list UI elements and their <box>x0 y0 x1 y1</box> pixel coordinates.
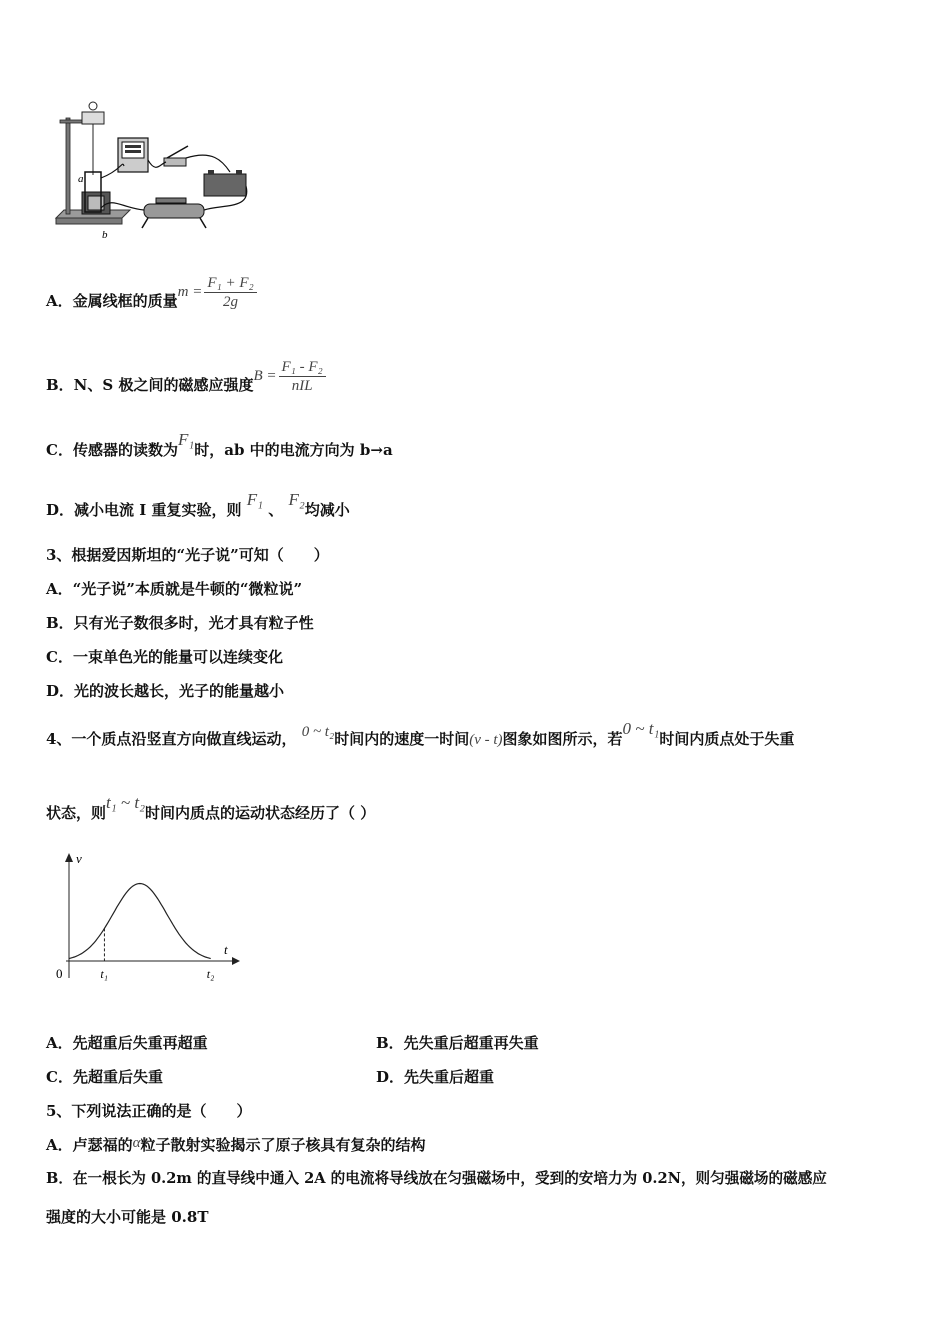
v-t-curve <box>69 884 211 959</box>
q2-a-formula: m = $\frac{\text{F₁ + F₂}}{2g}$ <box>178 284 259 300</box>
q5-option-b-line2: 强度的大小可能是 0.8T <box>46 1208 209 1226</box>
q2-option-d: D．减小电流 I 重复实验，则 F₁ 、 F₂均减小 <box>46 490 350 519</box>
q3-option-b: B．只有光子数很多时，光才具有粒子性 <box>46 614 314 632</box>
origin-label: 0 <box>56 966 63 981</box>
q2-option-b: B．N、S 极之间的磁感应强度B = $\frac{\text{F₁ - F₂}}{\text{nIL}}$ <box>46 368 328 405</box>
q5-option-a: A．卢瑟福的α粒子散射实验揭示了原子核具有复杂的结构 <box>46 1135 426 1154</box>
label-b: b <box>102 229 108 240</box>
y-axis-label: v <box>76 851 82 866</box>
q3-option-d: D．光的波长越长，光子的能量越小 <box>46 682 285 700</box>
q4-option-c: C．先超重后失重 <box>46 1068 163 1086</box>
y-axis-arrow <box>65 853 73 862</box>
q3-stem: 3、根据爱因斯坦的“光子说”可知（ ） <box>46 546 329 564</box>
tick-label-t1: t₁ <box>100 967 108 981</box>
q4-stem-line2: 状态，则t₁ ~ t₂时间内质点的运动状态经历了（ ） <box>46 793 376 822</box>
q4-option-b: B．先失重后超重再失重 <box>376 1034 539 1052</box>
q4-stem-line1: 4、一个质点沿竖直方向做直线运动， 0 ~ t₂时间内的速度一时间(v - t)图象如图所示，若0 ~ t₁时间内质点处于失重 <box>46 719 795 748</box>
q2-option-a: A．金属线框的质量m = $\frac{\text{F₁ + F₂}}{2g}$ <box>46 284 259 321</box>
label-a: a <box>78 173 84 185</box>
q2-b-formula: B = $\frac{\text{F₁ - F₂}}{\text{nIL}}$ <box>253 368 327 384</box>
q4-option-a: A．先超重后失重再超重 <box>46 1034 208 1052</box>
q3-option-a: A．“光子说”本质就是牛顿的“微粒说” <box>46 580 303 598</box>
x-axis-arrow <box>232 957 240 965</box>
q4-option-d: D．先失重后超重 <box>376 1068 495 1086</box>
experiment-apparatus-image <box>52 100 257 240</box>
x-axis-label: t <box>224 942 228 957</box>
q5-stem: 5、下列说法正确的是（ ） <box>46 1102 252 1120</box>
q3-option-c: C．一束单色光的能量可以连续变化 <box>46 648 283 666</box>
q5-option-b-line1: B．在一根长为 0.2m 的直导线中通入 2A 的电流将导线放在匀强磁场中，受到的安培力为 0.2N，则匀强磁场的磁感应 <box>46 1170 827 1187</box>
tick-label-t2: t₂ <box>206 967 215 981</box>
q2-option-c: C．传感器的读数为F₁时，ab 中的电流方向为 b→a <box>46 430 393 459</box>
v-t-chart <box>52 848 242 986</box>
